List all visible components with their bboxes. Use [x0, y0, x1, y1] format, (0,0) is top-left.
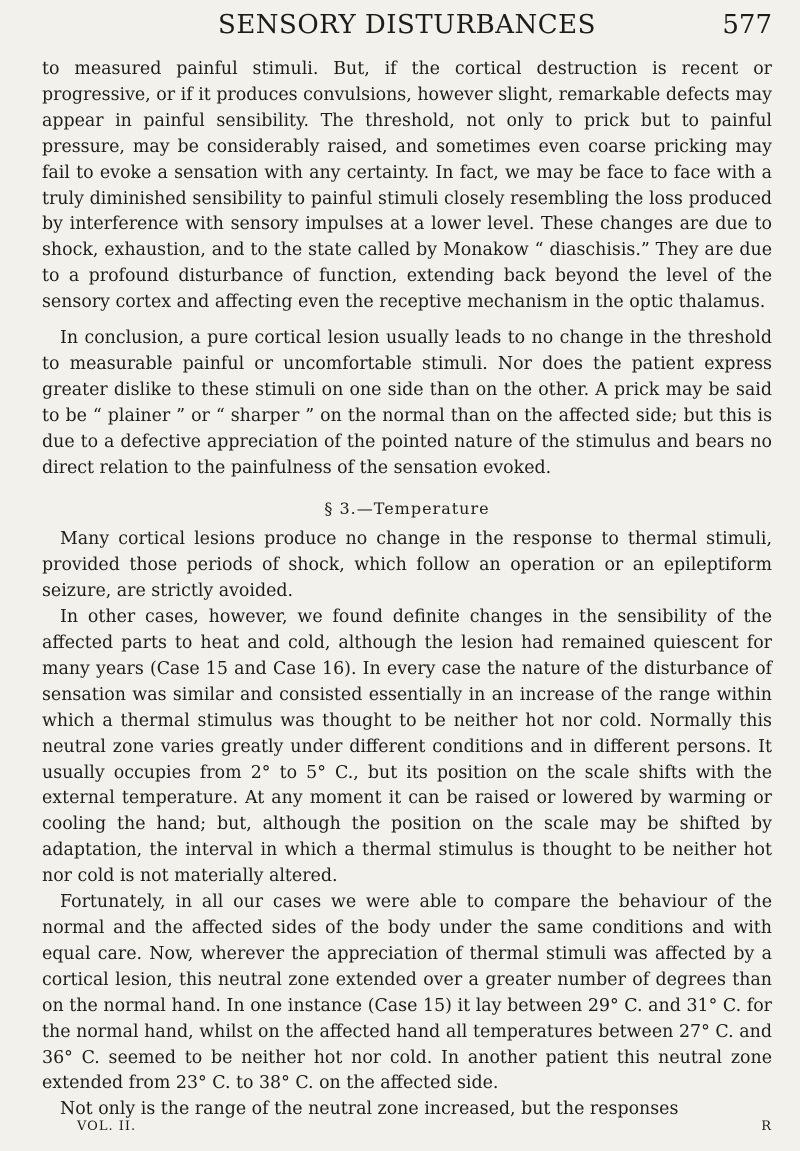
paragraph-6: Not only is the range of the neutral zone increased, but the responses	[60, 1099, 679, 1120]
paragraph-3: Many cortical lesions produce no change in the response to thermal stimuli, provided those periods of shock, which follow an operation or an epileptiform seizure, are strictly avoided.	[42, 529, 772, 602]
running-header	[42, 10, 772, 50]
volume-label: VOL. II.	[77, 1119, 137, 1134]
paragraph-1: to measured painful stimuli. But, if the cortical destruction is recent or progressive, or if it produces convulsions, however slight, remarkable defects may appear in painful sensibility. The threshold, not only to prick but to painful pressure, may be considerably raised, and sometimes even coarse pricking may fail to evoke a sensation with any certainty. In fact, we may be face to face with a truly diminished sensibility to painful stimuli closely resembling the loss produced by interference with sensory impulses at a lower level. These changes are due to shock, exhaustion, and to the state called by Monakow “ diaschisis.” They are due to a profound disturbance of function, extending back beyond the level of the sensory cortex and affecting even the receptive mechanism in the optic thalamus.	[42, 59, 772, 313]
page-body	[42, 57, 772, 1123]
section-heading: § 3.—Temperature	[324, 498, 490, 518]
signature-mark: R	[761, 1119, 772, 1134]
paragraph-5: Fortunately, in all our cases we were able to compare the behaviour of the normal and the affected sides of the body under the same conditions and with equal care. Now, wherever the appreciation of thermal stimuli was affected by a cortical lesion, this neutral zone extended over a greater number of degrees than on the normal hand. In one instance (Case 15) it lay between 29° C. and 31° C. for the normal hand, whilst on the affected hand all temperatures between 27° C. and 36° C. seemed to be neither hot nor cold. In another patient this neutral zone extended from 23° C. to 38° C. on the affected side.	[42, 892, 772, 1094]
page-number: 577	[722, 10, 772, 40]
paragraph-4: In other cases, however, we found definite changes in the sensibility of the affected parts to heat and cold, although the lesion had remained quiescent for many years (Case 15 and Case 16). In every case the nature of the disturbance of sensation was similar and consisted essentially in an increase of the range within which a thermal stimulus was thought to be neither hot nor cold. Normally this neutral zone varies greatly under different conditions and in different persons. It usually occupies from 2° to 5° C., but its position on the scale shifts with the external temperature. At any moment it can be raised or lowered by warming or cooling the hand; but, although the position on the scale may be shifted by adaptation, the interval in which a thermal stimulus is thought to be neither hot nor cold is not materially altered.	[42, 607, 772, 887]
page-footer	[42, 1119, 772, 1141]
running-title: SENSORY DISTURBANCES	[218, 10, 596, 40]
paragraph-2: In conclusion, a pure cortical lesion usually leads to no change in the threshold to measurable painful or uncomfortable stimuli. Nor does the patient express greater dislike to these stimuli on one side than on the other. A prick may be said to be “ plainer ” or “ sharper ” on the normal than on the affected side; but this is due to a defective appreciation of the pointed nature of the stimulus and bears no direct relation to the painfulness of the sensation evoked.	[42, 328, 772, 478]
